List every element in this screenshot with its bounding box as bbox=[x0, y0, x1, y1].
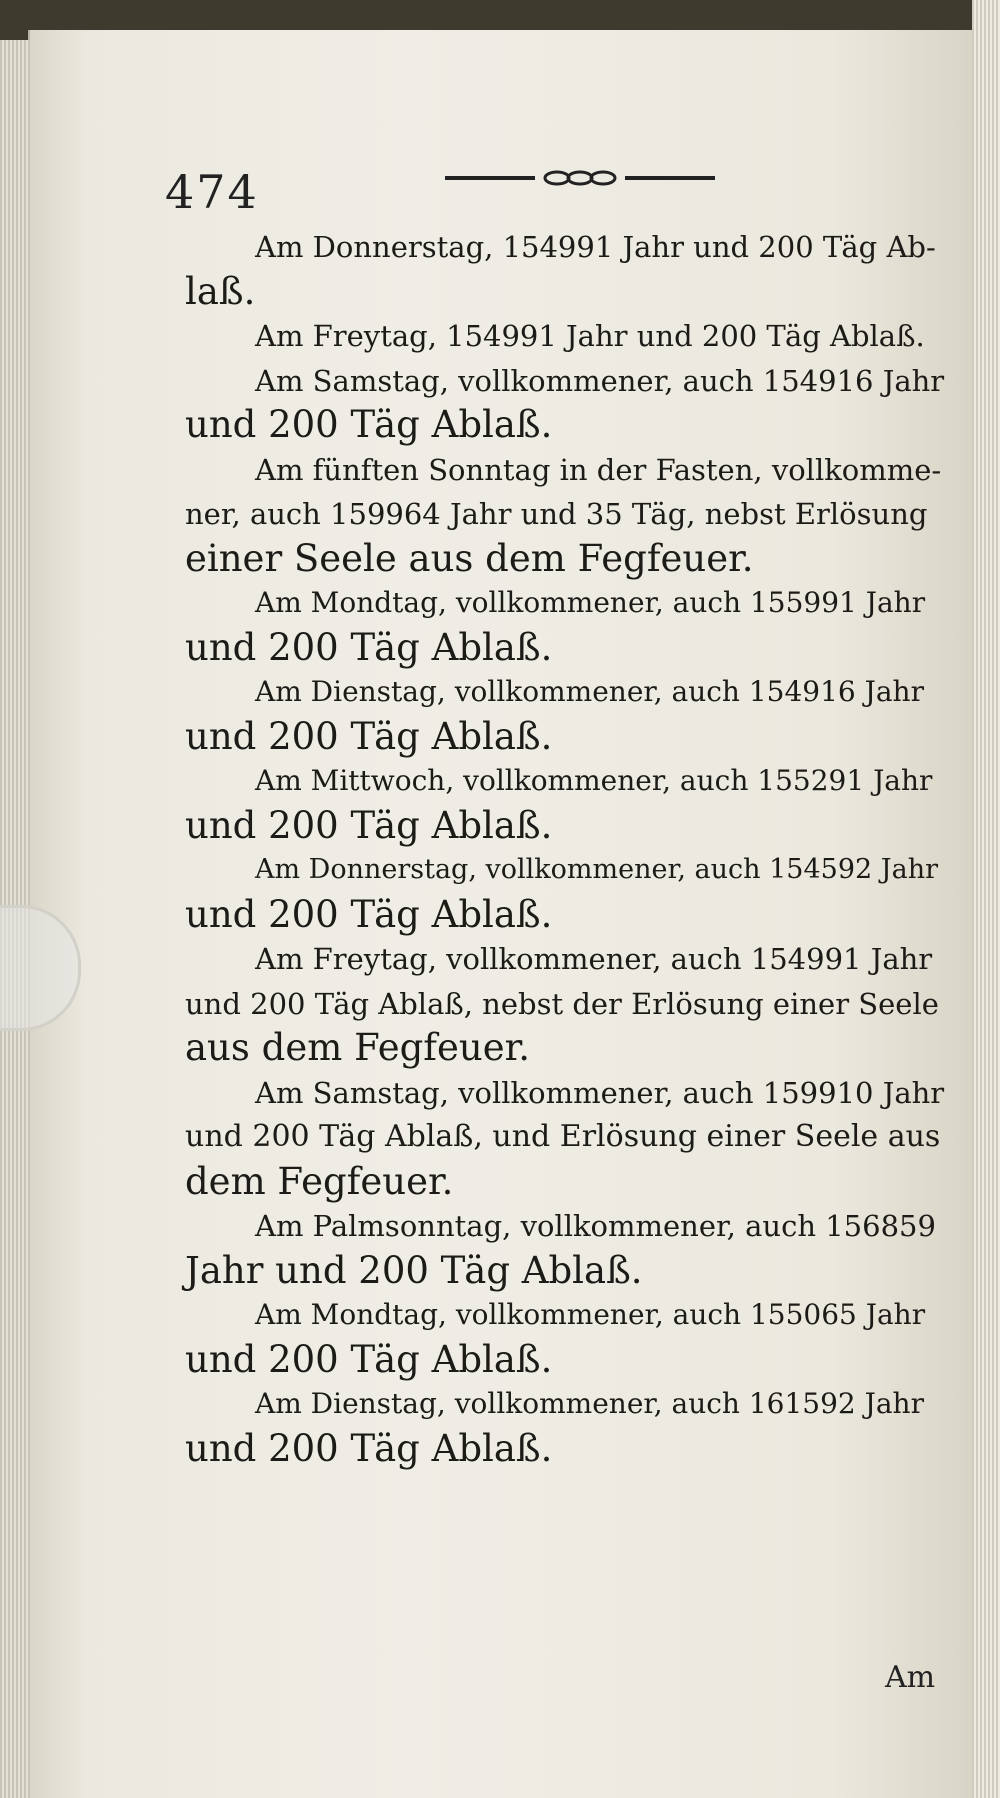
paragraph bbox=[185, 937, 945, 1071]
text-line: Am Palmsonntag, vollkommener, auch 156859 bbox=[255, 1209, 936, 1243]
paragraph bbox=[185, 314, 945, 359]
text-line: Am Donnerstag, vollkommener, auch 154592 Jahr bbox=[255, 854, 939, 885]
catchword: Am bbox=[885, 1660, 936, 1695]
text-line: und 200 Täg Ablaß. bbox=[185, 714, 553, 758]
text-line: Am Dienstag, vollkommener, auch 154916 Jahr bbox=[255, 675, 924, 708]
text-line: und 200 Täg Ablaß, nebst der Erlösung einer Seele bbox=[185, 986, 939, 1021]
text-line: einer Seele aus dem Fegfeuer. bbox=[185, 536, 754, 580]
text-line: aus dem Fegfeuer. bbox=[185, 1026, 530, 1069]
page-stack-right-edge bbox=[972, 0, 1000, 1798]
paragraph bbox=[185, 359, 945, 448]
text-line: und 200 Täg Ablaß. bbox=[185, 1337, 553, 1381]
page-number: 474 bbox=[165, 165, 259, 219]
text-line: und 200 Täg Ablaß. bbox=[185, 803, 553, 847]
text-line: Jahr und 200 Täg Ablaß. bbox=[185, 1248, 643, 1292]
paragraph bbox=[185, 848, 945, 937]
text-line: und 200 Täg Ablaß. bbox=[185, 1426, 553, 1470]
text-line: Am fünften Sonntag in der Fasten, vollkomme- bbox=[255, 452, 942, 487]
text-line: Am Donnerstag, 154991 Jahr und 200 Täg Ab- bbox=[255, 230, 936, 264]
text-line: Am Mondtag, vollkommener, auch 155991 Jahr bbox=[255, 586, 926, 619]
paragraph bbox=[185, 581, 945, 670]
text-line: Am Mondtag, vollkommener, auch 155065 Jahr bbox=[255, 1298, 926, 1331]
text-line: und 200 Täg Ablaß. bbox=[185, 403, 553, 446]
paragraph bbox=[185, 225, 945, 314]
text-line: dem Fegfeuer. bbox=[185, 1159, 454, 1203]
paragraph bbox=[185, 448, 945, 582]
paragraph bbox=[185, 1071, 945, 1205]
text-line: Am Freytag, 154991 Jahr und 200 Täg Ablaß. bbox=[255, 319, 925, 353]
text-line: Am Dienstag, vollkommener, auch 161592 Jahr bbox=[255, 1387, 924, 1420]
text-line: laß. bbox=[185, 269, 256, 313]
text-line: Am Freytag, vollkommener, auch 154991 Jahr bbox=[255, 942, 933, 976]
text-line: und 200 Täg Ablaß, und Erlösung einer Seele aus bbox=[185, 1119, 941, 1154]
text-line: Am Mittwoch, vollkommener, auch 155291 Jahr bbox=[255, 764, 933, 797]
paragraph bbox=[185, 1204, 945, 1293]
paragraph bbox=[185, 670, 945, 759]
paragraph bbox=[185, 759, 945, 848]
paragraph bbox=[185, 1382, 945, 1471]
header-ornament-rule bbox=[445, 170, 715, 186]
text-line: und 200 Täg Ablaß. bbox=[185, 892, 553, 936]
body-text bbox=[185, 225, 945, 1471]
text-line: Am Samstag, vollkommener, auch 159910 Jahr bbox=[255, 1075, 945, 1110]
text-line: ner, auch 159964 Jahr und 35 Täg, nebst Erlösung bbox=[185, 497, 928, 531]
text-line: Am Samstag, vollkommener, auch 154916 Jahr bbox=[255, 363, 945, 398]
paragraph bbox=[185, 1293, 945, 1382]
text-line: und 200 Täg Ablaß. bbox=[185, 625, 553, 669]
